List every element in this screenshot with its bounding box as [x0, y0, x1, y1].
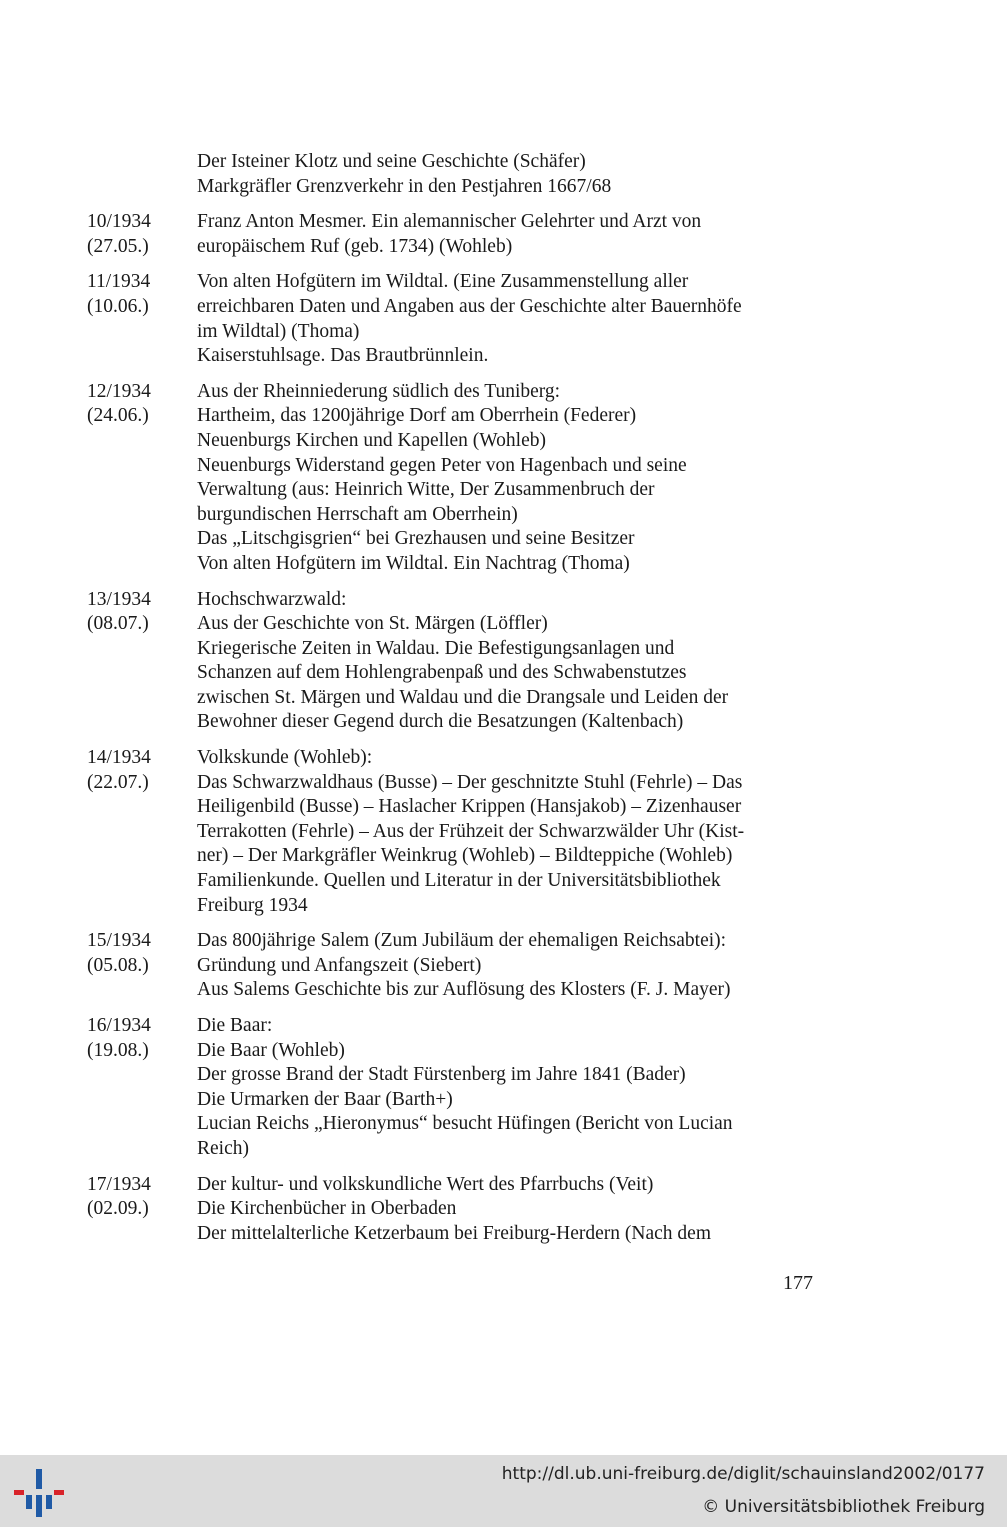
- entry-body: [197, 746, 827, 918]
- entry-number: [87, 270, 192, 319]
- entry-number: [87, 1014, 192, 1063]
- entry: [0, 1173, 1007, 1247]
- entry-line: Volkskunde (Wohleb):: [197, 747, 373, 769]
- entry: [0, 150, 1007, 199]
- entry-list: [0, 150, 1007, 1257]
- entry-line: Der kultur- und volkskundliche Wert des Pfarrbuchs (Veit): [197, 1173, 654, 1195]
- entry-line: Markgräfler Grenzverkehr in den Pestjahren 1667/68: [197, 175, 612, 197]
- entry: [0, 1014, 1007, 1162]
- entry-body: [197, 150, 827, 199]
- page-number: 177: [783, 1272, 813, 1294]
- issue-date: (22.07.): [87, 771, 149, 793]
- entry-body: [197, 380, 827, 577]
- issue-number: 17/1934: [87, 1173, 151, 1195]
- entry-line: Das 800jährige Salem (Zum Jubiläum der ehemaligen Reichsabtei):: [197, 930, 727, 952]
- entry-line: Heiligenbild (Busse) – Haslacher Krippen (Hansjakob) – Zizenhauser: [197, 796, 742, 818]
- entry-body: [197, 1014, 827, 1162]
- entry-line: ner) – Der Markgräfler Weinkrug (Wohleb) – Bildteppiche (Wohleb): [197, 845, 733, 867]
- entry-line: Die Baar:: [197, 1015, 273, 1036]
- issue-date: (08.07.): [87, 613, 149, 635]
- entry-line: Hochschwarzwald:: [197, 588, 347, 610]
- issue-number: 12/1934: [87, 380, 151, 402]
- issue-date: (24.06.): [87, 405, 149, 427]
- entry-line: Der Isteiner Klotz und seine Geschichte (Schäfer): [197, 151, 586, 172]
- entry-line: Die Baar (Wohleb): [197, 1039, 345, 1061]
- entry-line: Der grosse Brand der Stadt Fürstenberg im Jahre 1841 (Bader): [197, 1064, 686, 1086]
- entry-line: Neuenburgs Widerstand gegen Peter von Hagenbach und seine: [197, 454, 687, 476]
- entry-line: Terrakotten (Fehrle) – Aus der Frühzeit der Schwarzwälder Uhr (Kist-: [197, 820, 745, 842]
- entry-line: Aus der Rheinniederung südlich des Tuniberg:: [197, 380, 561, 402]
- entry-body: [197, 270, 827, 368]
- entry-line: Bewohner dieser Gegend durch die Besatzungen (Kaltenbach): [197, 711, 684, 733]
- entry-body: [197, 210, 827, 259]
- entry-number: [87, 746, 192, 795]
- entry-line: zwischen St. Märgen und Waldau und die Drangsale und Leiden der: [197, 686, 729, 708]
- entry-line: Die Kirchenbücher in Oberbaden: [197, 1198, 457, 1220]
- entry-line: Freiburg 1934: [197, 894, 308, 916]
- issue-date: (10.06.): [87, 295, 149, 317]
- entry-line: Reich): [197, 1137, 249, 1159]
- entry-line: Von alten Hofgütern im Wildtal. Ein Nachtrag (Thoma): [197, 552, 630, 574]
- entry-line: Neuenburgs Kirchen und Kapellen (Wohleb): [197, 429, 546, 451]
- entry-line: Kriegerische Zeiten in Waldau. Die Befestigungsanlagen und: [197, 637, 675, 659]
- entry-line: Franz Anton Mesmer. Ein alemannischer Gelehrter und Arzt von: [197, 211, 702, 233]
- issue-number: 16/1934: [87, 1015, 151, 1036]
- entry-line: europäischem Ruf (geb. 1734) (Wohleb): [197, 235, 513, 257]
- issue-date: (05.08.): [87, 954, 149, 976]
- entry-body: [197, 929, 827, 1003]
- entry-body: [197, 1173, 827, 1247]
- issue-date: (27.05.): [87, 235, 149, 257]
- issue-number: 14/1934: [87, 747, 151, 769]
- entry-number: [87, 210, 192, 259]
- entry-number: [87, 380, 192, 429]
- entry-line: Von alten Hofgütern im Wildtal. (Eine Zusammenstellung aller: [197, 271, 689, 293]
- entry-number: [87, 1173, 192, 1222]
- entry-line: Aus der Geschichte von St. Märgen (Löffler): [197, 613, 548, 635]
- ub-freiburg-logo-icon: [12, 1465, 66, 1521]
- entry-line: Die Urmarken der Baar (Barth+): [197, 1088, 453, 1110]
- entry-line: burgundischen Herrschaft am Oberrhein): [197, 503, 518, 525]
- issue-number: 11/1934: [87, 271, 151, 293]
- footer-url-link[interactable]: http://dl.ub.uni-freiburg.de/diglit/schauinsland2002/0177: [501, 1464, 985, 1484]
- entry: [0, 380, 1007, 577]
- entry-line: Aus Salems Geschichte bis zur Auflösung des Klosters (F. J. Mayer): [197, 979, 731, 1001]
- footer-bar: [0, 1455, 1007, 1527]
- issue-number: 15/1934: [87, 930, 151, 952]
- entry: [0, 929, 1007, 1003]
- entry: [0, 746, 1007, 918]
- entry-line: Das „Litschgisgrien“ bei Grezhausen und seine Besitzer: [197, 528, 635, 550]
- entry-line: Schanzen auf dem Hohlengrabenpaß und des Schwabenstutzes: [197, 662, 687, 684]
- entry: [0, 270, 1007, 368]
- entry-line: Kaiserstuhlsage. Das Brautbrünnlein.: [197, 345, 489, 367]
- entry-line: erreichbaren Daten und Angaben aus der Geschichte alter Bauernhöfe: [197, 295, 742, 317]
- issue-number: 13/1934: [87, 588, 151, 610]
- issue-number: 10/1934: [87, 211, 151, 233]
- entry-number: [87, 588, 192, 637]
- entry-number: [87, 929, 192, 978]
- issue-date: (19.08.): [87, 1039, 149, 1061]
- entry-line: Familienkunde. Quellen und Literatur in der Universitätsbibliothek: [197, 870, 721, 892]
- entry-line: Der mittelalterliche Ketzerbaum bei Freiburg-Herdern (Nach dem: [197, 1222, 711, 1244]
- entry: [0, 210, 1007, 259]
- footer-copyright: © Universitätsbibliothek Freiburg: [702, 1497, 985, 1517]
- entry-line: im Wildtal) (Thoma): [197, 320, 360, 342]
- entry-line: Lucian Reichs „Hieronymus“ besucht Hüfingen (Bericht von Lucian: [197, 1113, 733, 1135]
- entry-line: Hartheim, das 1200jährige Dorf am Oberrhein (Federer): [197, 405, 637, 427]
- entry: [0, 588, 1007, 736]
- entry-line: Verwaltung (aus: Heinrich Witte, Der Zusammenbruch der: [197, 479, 655, 501]
- entry-body: [197, 588, 827, 736]
- entry-line: Das Schwarzwaldhaus (Busse) – Der geschnitzte Stuhl (Fehrle) – Das: [197, 771, 743, 793]
- entry-line: Gründung und Anfangszeit (Siebert): [197, 954, 482, 976]
- issue-date: (02.09.): [87, 1198, 149, 1220]
